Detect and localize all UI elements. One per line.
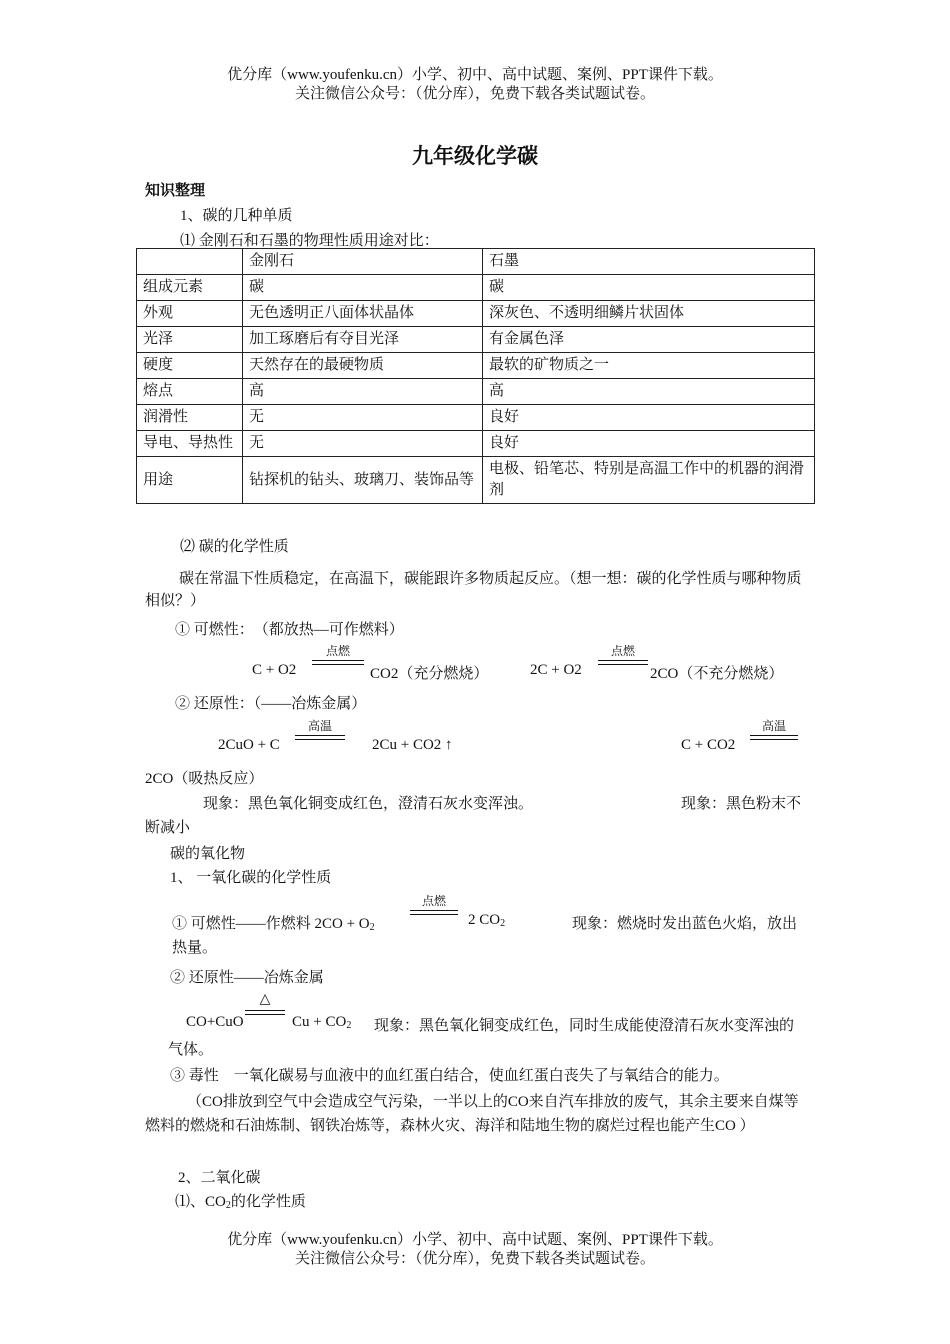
co-combustion-phenomenon: 现象：燃烧时发出蓝色火焰，放出热量。 [172,916,798,956]
comparison-table [136,248,815,504]
table-cell: 硬度 [137,353,243,379]
item-reducibility: ② 还原性：（——冶炼金属） [175,696,367,712]
table-cell: 碳 [483,275,815,301]
heading-carbon-oxides: 碳的氧化物 [170,846,246,862]
item-combustibility: ① 可燃性： （都放热—可作燃料） [175,622,404,638]
table-cell: 无色透明正八面体状晶体 [243,301,483,327]
eq2-condition: 高温 [307,719,332,733]
co-reduction-rhs: $Cu + CO_2$ [292,1014,352,1031]
item-co-toxicity: ③ 毒性 一氧化碳易与血液中的血红蛋白结合，使血红蛋白丧失了与氧结合的能力。 [170,1068,729,1084]
heading-chemical-props: ⑵ 碳的化学性质 [180,539,289,555]
table-cell: 熔点 [137,379,243,405]
header-line-1: 优分库（www.youfenku.cn）小学、初中、高中试题、案例、PPT课件下载。 [227,67,723,83]
eq1b-rhs: 2CO（不充分燃烧） [650,666,784,682]
eq2b-rhs: 2CO（吸热反应） [145,771,264,787]
co-reduction-phenomenon: 现象：黑色氧化铜变成红色，同时生成能使澄清石灰水变浑浊的气体。 [168,1018,795,1058]
heading-carbon-elements: 1、碳的几种单质 [180,208,293,224]
co-combustion-condition: 点燃 [421,894,446,908]
table-cell: 光泽 [137,327,243,353]
heading-co2-properties: ⑴、$CO_2$的化学性质 [175,1194,306,1211]
co-combustion-prefix: ① 可燃性——作燃料 $2CO + O_2$ [172,916,375,933]
eq1b-condition: 点燃 [610,644,635,658]
eq2-lhs: 2CuO + C [218,737,280,753]
footer-line-2: 关注微信公众号：（优分库），免费下载各类试题试卷。 [294,1251,655,1267]
table-header-cell: 金刚石 [243,249,483,275]
phenomenon-black-powder: 现象：黑色粉末不断减小 [145,796,802,836]
table-cell: 组成元素 [137,275,243,301]
table-cell: 碳 [243,275,483,301]
table-cell: 高 [483,379,815,405]
table-cell: 无 [243,431,483,457]
table-header-cell [137,249,243,275]
eq1-rhs: CO2（充分燃烧） [370,666,489,682]
table-row [137,379,815,405]
table-header-cell: 石墨 [483,249,815,275]
footer-line-1: 优分库（www.youfenku.cn）小学、初中、高中试题、案例、PPT课件下载。 [227,1232,723,1248]
table-cell: 最软的矿物质之一 [483,353,815,379]
table-header-row [137,249,815,275]
table-row [137,275,815,301]
table-cell: 无 [243,405,483,431]
eq2b-lhs: C + CO2 [681,737,736,753]
section-heading: 知识整理 [145,183,206,199]
item-co-reducibility: ② 还原性——冶炼金属 [170,970,324,986]
eq1b-equals-sign [598,660,648,665]
eq1b-lhs: 2C + O2 [530,662,582,678]
table-row [137,405,815,431]
page-title: 九年级化学碳 [412,144,538,168]
table-row [137,353,815,379]
heading-carbon-dioxide: 2、二氧化碳 [178,1170,261,1186]
heading-co-properties: 1、 一氧化碳的化学性质 [170,870,332,886]
table-cell: 有金属色泽 [483,327,815,353]
heat-triangle-icon: △ [259,992,271,1007]
table-cell: 深灰色、不透明细鳞片状固体 [483,301,815,327]
eq2-equals-sign [295,735,345,740]
eq1-condition: 点燃 [325,644,350,658]
table-row [137,457,815,504]
eq2-rhs: 2Cu + CO2 ↑ [372,737,453,753]
table-cell: 钻探机的钻头、玻璃刀、装饰品等 [243,457,483,504]
table-row [137,327,815,353]
table-row [137,431,815,457]
eq1-lhs: C + O2 [252,662,297,678]
table-row [137,301,815,327]
paragraph-stability: 碳在常温下性质稳定，在高温下，碳能跟许多物质起反应。（想一想：碳的化学性质与哪种物质相似？） [145,571,802,609]
table-cell: 外观 [137,301,243,327]
table-cell: 天然存在的最硬物质 [243,353,483,379]
paragraph-co-pollution: （CO排放到空气中会造成空气污染，一半以上的CO来自汽车排放的废气，其余主要来自煤等燃料的燃烧和石油炼制、钢铁冶炼等，森林火灾、海洋和陆地生物的腐烂过程也能产生CO ） [145,1094,799,1134]
eq1-equals-sign [312,660,364,665]
table-cell: 用途 [137,457,243,504]
table-cell: 高 [243,379,483,405]
eq2b-condition: 高温 [761,719,786,733]
table-cell: 良好 [483,431,815,457]
eq2b-equals-sign [750,735,798,740]
header-line-2: 关注微信公众号：（优分库），免费下载各类试题试卷。 [294,86,655,102]
table-cell: 电极、铅笔芯、特别是高温工作中的机器的润滑剂 [483,457,815,504]
heading-compare: ⑴ 金刚石和石墨的物理性质用途对比： [180,233,439,249]
phenomenon-copper-oxide: 现象：黑色氧化铜变成红色，澄清石灰水变浑浊。 [203,796,534,812]
table-cell: 润滑性 [137,405,243,431]
co-combustion-product: 2 $CO_2$ [468,912,506,929]
table-cell: 良好 [483,405,815,431]
table-cell: 导电、导热性 [137,431,243,457]
co-reduction-lhs: CO+CuO [186,1014,244,1030]
table-cell: 加工琢磨后有夺目光泽 [243,327,483,353]
